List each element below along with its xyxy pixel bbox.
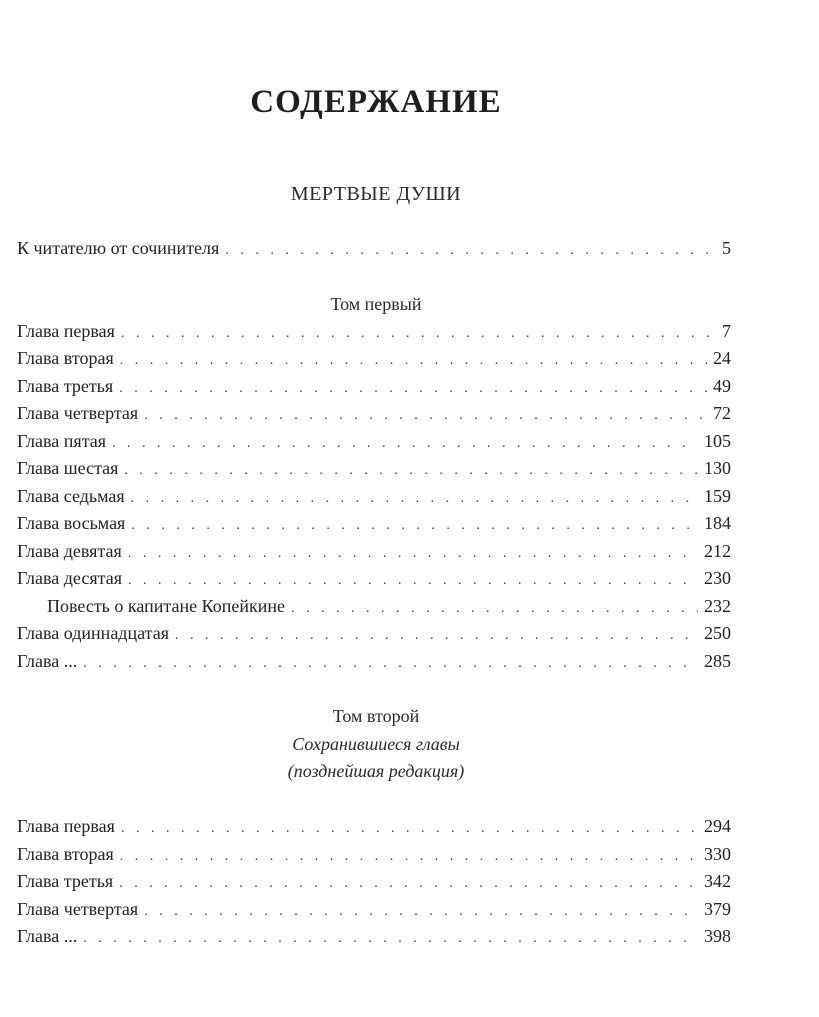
toc-entry-label: Глава десятая [17,568,122,588]
toc-entry-page: 5 [722,238,731,258]
leader-dots [121,326,716,342]
page-title: СОДЕРЖАНИЕ [250,84,502,120]
leader-dots [124,463,698,479]
toc-entry [17,486,731,508]
toc-entry-page: 212 [704,541,731,561]
toc-entry-page: 105 [704,431,731,451]
leader-dots [121,821,698,837]
leader-dots [131,491,698,507]
toc-entry-page: 159 [704,486,731,506]
leader-dots [144,408,707,424]
toc-entry-label: К читателю от сочинителя [17,238,220,258]
leader-dots [128,546,698,562]
toc-entry [17,348,731,370]
toc-entry [17,403,731,425]
toc-entry [17,458,731,480]
leader-dots [291,601,698,617]
toc-entry [17,871,731,893]
toc-entry-label: Глава ... [17,926,78,946]
toc-entry-page: 184 [704,513,731,533]
toc-entry [17,541,731,563]
toc-entry-label: Глава восьмая [17,513,126,533]
toc-entry [17,623,731,645]
toc-entry-label: Глава вторая [17,844,114,864]
toc-entry-label: Глава третья [17,871,114,891]
leader-dots [112,436,698,452]
toc-entry-label: Глава первая [17,816,115,836]
toc-entry [17,321,731,343]
toc-entry-page: 230 [704,568,731,588]
toc-entry-label: Глава седьмая [17,486,125,506]
volume-two-note: (позднейшая редакция) [287,761,465,781]
toc-entry-label: Глава вторая [17,348,114,368]
leader-dots [128,573,698,589]
toc-entry-page: 72 [713,403,731,423]
volume-two-subheading: Сохранившиеся главы [292,734,460,754]
leader-dots [119,381,707,397]
leader-dots [83,931,698,947]
toc-entry-label: Глава шестая [17,458,119,478]
toc-entry-page: 7 [722,321,731,341]
toc-entry [17,568,731,590]
toc-entry-label: Глава первая [17,321,115,341]
toc-entry [17,816,731,838]
leader-dots [144,904,698,920]
leader-dots [120,849,698,865]
toc-entry-label: Глава одиннадцатая [17,623,169,643]
toc-entry-page: 250 [704,623,731,643]
leader-dots [175,628,698,644]
toc-entry-page: 232 [704,596,731,616]
leader-dots [83,656,698,672]
toc-entry [17,513,731,535]
work-title: МЕРТВЫЕ ДУШИ [290,183,462,205]
volume-two-heading: Том второй [332,706,420,726]
toc-entry-label: Глава четвертая [17,403,139,423]
toc-entry [17,926,731,948]
toc-entry-label: Глава четвертая [17,899,139,919]
toc-entry-page: 398 [704,926,731,946]
leader-dots [225,243,716,259]
toc-entry-page: 379 [704,899,731,919]
leader-dots [120,353,707,369]
toc-entry [17,844,731,866]
toc-entry-page: 130 [704,458,731,478]
leader-dots [119,876,698,892]
toc-entry-preface [17,238,731,260]
toc-entry [17,376,731,398]
toc-entry-page: 285 [704,651,731,671]
toc-entry-page: 294 [704,816,731,836]
toc-entry [17,651,731,673]
toc-entry-label: Глава пятая [17,431,107,451]
toc-entry-page: 342 [704,871,731,891]
toc-entry-label: Глава ... [17,651,78,671]
toc-entry-label: Глава девятая [17,541,122,561]
toc-entry-label: Повесть о капитане Копейкине [47,596,285,616]
toc-entry-page: 330 [704,844,731,864]
volume-one-heading: Том первый [330,294,422,314]
toc-entry-subsection [47,596,731,618]
toc-entry [17,899,731,921]
toc-entry [17,431,731,453]
toc-entry-label: Глава третья [17,376,114,396]
toc-entry-page: 49 [713,376,731,396]
toc-entry-page: 24 [713,348,731,368]
leader-dots [131,518,698,534]
